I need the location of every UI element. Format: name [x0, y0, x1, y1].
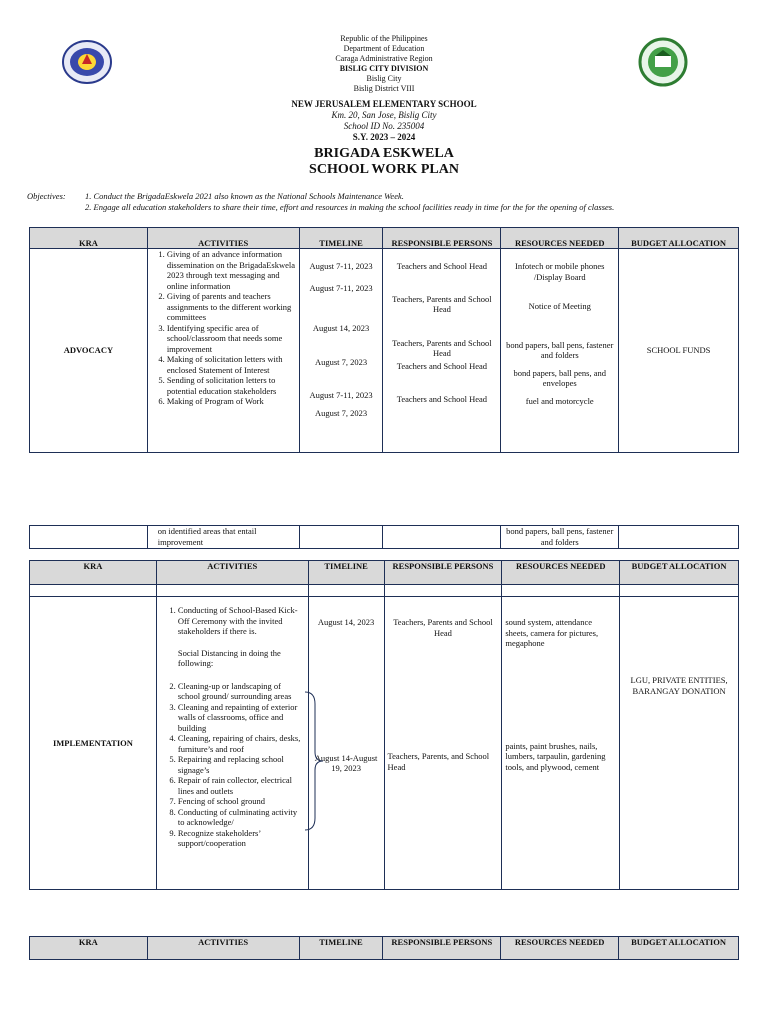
resource-entry: sound system, attendance sheets, camera for pictures, megaphone [505, 617, 599, 648]
person-entry: Teachers, Parents and School Head [392, 337, 492, 358]
activity-item: 6. Repair of rain collector, electrical lines and outlets [178, 775, 305, 796]
activity-item: 5. Sending of solicitation letters to potential education stakeholders [167, 375, 296, 396]
timeline-entry: August 7-11, 2023 [309, 282, 373, 293]
deped-header [0, 34, 768, 94]
school-address: Km. 20, San Jose, Bislig City [331, 110, 437, 120]
timeline-cell [299, 526, 383, 549]
persons-cell [383, 526, 501, 549]
objectives-label: Objectives: [27, 191, 66, 201]
col-header: TIMELINE [299, 228, 383, 249]
header-district: Bislig District VIII [353, 84, 415, 93]
objective-item: 1. Conduct the BrigadaEskwela 2021 also known as the National Schools Maintenance Week. [85, 191, 404, 201]
school-year: S.Y. 2023 – 2024 [352, 132, 416, 142]
activity-item: 7. Fencing of school ground [178, 796, 305, 807]
activities-cell [156, 597, 308, 890]
activity-item: 4. Making of solicitation letters with enclosed Statement of Interest [167, 354, 296, 375]
doc-subtitle: SCHOOL WORK PLAN [309, 162, 459, 177]
next-table [29, 936, 739, 960]
doc-title: BRIGADA ESKWELA [314, 146, 454, 161]
resource-entry: bond papers, ball pens, and envelopes [513, 367, 606, 388]
activity-item: 4. Cleaning, repairing of chairs, desks, furniture’s and roof [178, 733, 305, 754]
col-header: ACTIVITIES [147, 228, 299, 249]
activity-item: 5. Repairing and replacing school signage’s [178, 754, 305, 775]
header-division: BISLIG CITY DIVISION [339, 64, 429, 73]
continuation-table [29, 525, 739, 549]
budget-cell [619, 526, 739, 549]
resource-entry: bond papers, ball pens, fastener and folders [506, 339, 614, 360]
implementation-table [29, 560, 739, 890]
person-entry: Teachers and School Head [396, 394, 488, 404]
activities-cell [147, 249, 299, 453]
activity-item: 3. Identifying specific area of school/classroom that needs some improvement [167, 323, 296, 355]
resource-entry: fuel and motorcycle [525, 395, 594, 406]
resources-cell: bond papers, ball pens, fastener and folders [501, 526, 619, 549]
col-header: RESOURCES NEEDED [501, 228, 619, 249]
col-header: TIMELINE [308, 561, 384, 585]
person-entry: Teachers, Parents and School Head [392, 293, 492, 314]
col-header: RESPONSIBLE PERSONS [384, 561, 502, 585]
activity-item: 9. Recognize stakeholders’ support/cooperation [178, 828, 305, 849]
timeline-entry: August 7, 2023 [314, 356, 368, 367]
activity-item: 1. Conducting of School-Based Kick-Off Ceremony with the invited stakeholders if there is. [178, 605, 305, 637]
activity-item: 8. Conducting of culminating activity to acknowledge/ [178, 807, 305, 828]
objective-item: 2. Engage all education stakeholders to share their time, effort and resources in making the school facilities ready in time for the for the opening of classes. [85, 201, 615, 212]
person-entry: Teachers, Parents and School Head [393, 617, 493, 638]
activity-item: 3. Cleaning and repainting of exterior walls of classrooms, office and building [178, 702, 305, 734]
timeline-entry: August 7-11, 2023 [309, 261, 373, 271]
header-city: Bislig City [366, 74, 402, 83]
timeline-cell [299, 249, 383, 453]
person-entry: Teachers and School Head [396, 360, 488, 371]
persons-cell [383, 249, 501, 453]
activity-item: 2. Giving of parents and teachers assignments to the different working committees [167, 291, 296, 323]
timeline-entry: August 14-August 19, 2023 [314, 752, 378, 773]
col-header: TIMELINE [299, 937, 383, 960]
school-block [0, 99, 768, 143]
activity-note: Social Distancing in doing the following: [177, 647, 281, 668]
resource-entry: paints, paint brushes, nails, lumbers, tarpaulin, gardening tools, and plywood, cement [505, 740, 606, 772]
timeline-entry: August 14, 2023 [317, 617, 375, 627]
kra-cell: IMPLEMENTATION [30, 597, 157, 890]
kra-cell [30, 526, 148, 549]
resources-cell [501, 249, 619, 453]
header-line: Caraga Administrative Region [335, 54, 433, 63]
grouping-brace-icon [303, 690, 325, 832]
col-header: ACTIVITIES [156, 561, 308, 585]
persons-cell [384, 597, 502, 890]
resource-entry: Infotech or mobile phones /Display Board [515, 261, 605, 282]
activity-item: 6. Making of Program of Work [167, 396, 296, 407]
kra-cell: ADVOCACY [30, 249, 148, 453]
col-header: BUDGET ALLOCATION [619, 228, 739, 249]
resource-entry: Notice of Meeting [528, 301, 591, 311]
activity-item: 2. Cleaning-up or landscaping of school ground/ surrounding areas [178, 681, 305, 702]
school-id: School ID No. 235004 [343, 121, 425, 131]
timeline-entry: August 14, 2023 [312, 323, 370, 333]
person-entry: Teachers, Parents, and School Head [387, 751, 490, 772]
advocacy-table [29, 227, 739, 453]
col-header: RESOURCES NEEDED [501, 937, 619, 960]
person-entry: Teachers and School Head [396, 261, 488, 271]
budget-cell: LGU, PRIVATE ENTITIES, BARANGAY DONATION [620, 597, 739, 890]
header-line: Department of Education [343, 44, 425, 53]
col-header: KRA [30, 561, 157, 585]
resources-cell [502, 597, 620, 890]
timeline-entry: August 7-11, 2023 [309, 390, 373, 400]
activities-cell: on identified areas that entail improvement [147, 526, 299, 549]
col-header: KRA [30, 937, 148, 960]
col-header: RESPONSIBLE PERSONS [383, 937, 501, 960]
activity-item: 1. Giving of an advance information dissemination on the BrigadaEskwela 2023 through text messaging and online information [167, 249, 296, 291]
col-header: BUDGET ALLOCATION [620, 561, 739, 585]
budget-cell: SCHOOL FUNDS [619, 249, 739, 453]
col-header: RESOURCES NEEDED [502, 561, 620, 585]
header-line: Republic of the Philippines [340, 34, 428, 43]
school-name: NEW JERUSALEM ELEMENTARY SCHOOL [291, 99, 477, 109]
timeline-entry: August 7, 2023 [314, 407, 368, 418]
col-header: RESPONSIBLE PERSONS [383, 228, 501, 249]
col-header: KRA [30, 228, 148, 249]
col-header: BUDGET ALLOCATION [619, 937, 739, 960]
col-header: ACTIVITIES [147, 937, 299, 960]
